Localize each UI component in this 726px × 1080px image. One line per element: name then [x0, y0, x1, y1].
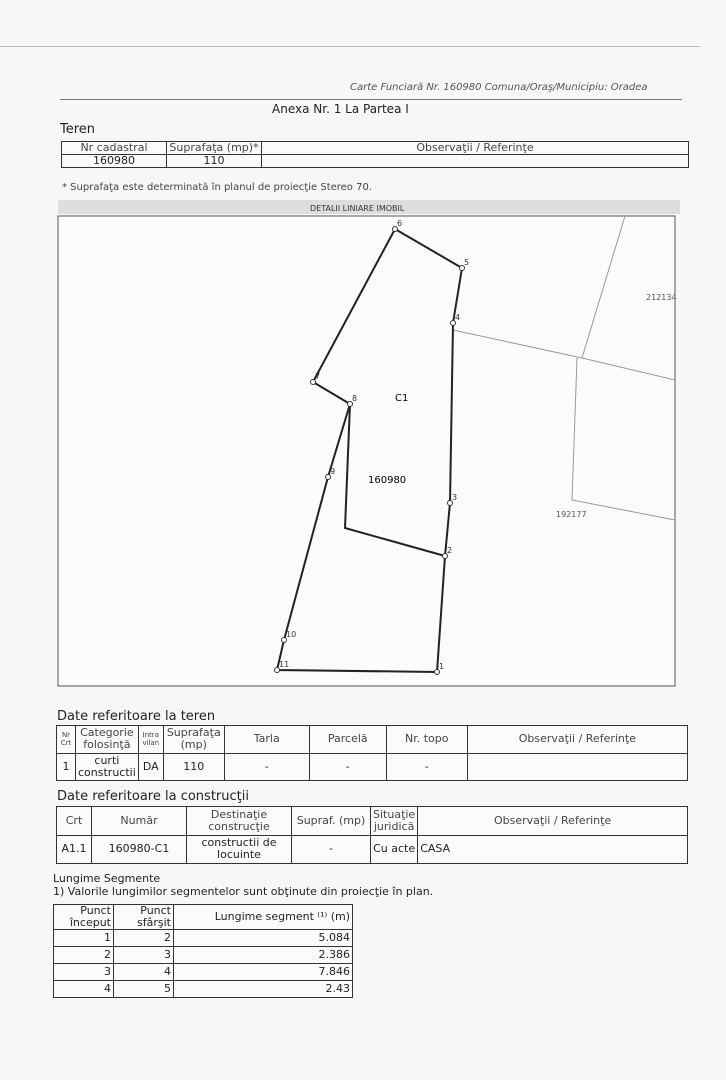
col-header: Destinaţie construcţie: [187, 807, 292, 836]
table-row: [54, 964, 353, 981]
col-header: Intra vilan: [138, 726, 163, 754]
col-header: Punct sfârşit: [114, 905, 174, 930]
vertex-label: 9: [330, 467, 336, 476]
cell: Cu acte: [371, 835, 418, 864]
cell: 160980-C1: [92, 835, 187, 864]
cell: 5.084: [174, 930, 353, 947]
map-frame: [58, 216, 675, 686]
cell: 4: [114, 964, 174, 981]
vertex-label: 3: [452, 493, 458, 502]
cell: 160980: [62, 155, 167, 168]
vertex-label: 2: [447, 546, 453, 555]
vertex-label: 4: [455, 313, 461, 322]
col-header: Observaţii / Referinţe: [467, 726, 687, 754]
date-teren-heading: Date referitoare la teren: [57, 709, 216, 724]
cell: 110: [163, 753, 224, 781]
col-header: Suprafaţa (mp): [163, 726, 224, 754]
col-header: Număr: [92, 807, 187, 836]
vertex-label: 10: [286, 630, 297, 639]
col-header: Punct început: [54, 905, 114, 930]
vertex-label: 7: [315, 372, 321, 381]
cell: 3: [114, 947, 174, 964]
cell: 2.43: [174, 981, 353, 998]
cell: 2: [54, 947, 114, 964]
col-header: Situaţie juridică: [371, 807, 418, 836]
col-header: Observaţii / Referinţe: [262, 142, 689, 155]
neighbor-label: 212134: [646, 293, 677, 302]
cell: curti constructii: [76, 753, 139, 781]
cell: 110: [167, 155, 262, 168]
vertex-label: 5: [464, 258, 470, 267]
col-header: Tarla: [224, 726, 309, 754]
page-title: Anexa Nr. 1 La Partea I: [272, 102, 409, 116]
cell: A1.1: [57, 835, 92, 864]
cell: -: [292, 835, 371, 864]
teren-heading: Teren: [60, 122, 96, 137]
vertex-label: 8: [352, 394, 358, 403]
col-header: Suprafaţa (mp)*: [167, 142, 262, 155]
cell: CASA: [418, 835, 688, 864]
cell: 2.386: [174, 947, 353, 964]
segmente-note: 1) Valorile lungimilor segmentelor sunt obţinute din proiecţie în plan.: [53, 885, 434, 898]
segmente-heading: Lungime Segmente: [53, 872, 161, 885]
cell: 5: [114, 981, 174, 998]
cell: 1: [57, 753, 76, 781]
col-header: Supraf. (mp): [292, 807, 371, 836]
col-header: Nr Crt: [57, 726, 76, 754]
col-header: Observaţii / Referinţe: [418, 807, 688, 836]
cell: 7.846: [174, 964, 353, 981]
cell: -: [309, 753, 386, 781]
teren-note: * Suprafaţa este determinată în planul de proiecţie Stereo 70.: [62, 182, 373, 193]
vertex-label: 1: [439, 662, 445, 671]
building-label: C1: [395, 393, 409, 404]
neighbor-label: 192177: [556, 510, 587, 519]
vertex-label: 6: [397, 219, 403, 228]
map-title: DETALII LINIARE IMOBIL: [310, 204, 405, 213]
col-header: Lungime segment ⁽¹⁾ (m): [174, 905, 353, 930]
col-header: Crt: [57, 807, 92, 836]
date-teren-table: [56, 725, 688, 781]
cell: 1: [54, 930, 114, 947]
table-row: [54, 981, 353, 998]
cell: -: [386, 753, 467, 781]
cell: 4: [54, 981, 114, 998]
date-constructii-table: [56, 806, 688, 864]
date-constructii-heading: Date referitoare la construcţii: [57, 789, 249, 804]
cell: [467, 753, 687, 781]
vertex-label: 11: [279, 660, 290, 669]
table-row: [54, 947, 353, 964]
col-header: Nr cadastral: [62, 142, 167, 155]
cell: DA: [138, 753, 163, 781]
cell: -: [224, 753, 309, 781]
col-header: Nr. topo: [386, 726, 467, 754]
table-row: [54, 930, 353, 947]
cell: 3: [54, 964, 114, 981]
cell: constructii de locuinte: [187, 835, 292, 864]
col-header: Categorie folosinţă: [76, 726, 139, 754]
parcel-label: 160980: [368, 475, 407, 486]
segmente-table: [53, 904, 353, 998]
cell: 2: [114, 930, 174, 947]
col-header: Parcelă: [309, 726, 386, 754]
carte-funciara-line: Carte Funciară Nr. 160980 Comuna/Oraş/Municipiu: Oradea: [350, 82, 648, 93]
